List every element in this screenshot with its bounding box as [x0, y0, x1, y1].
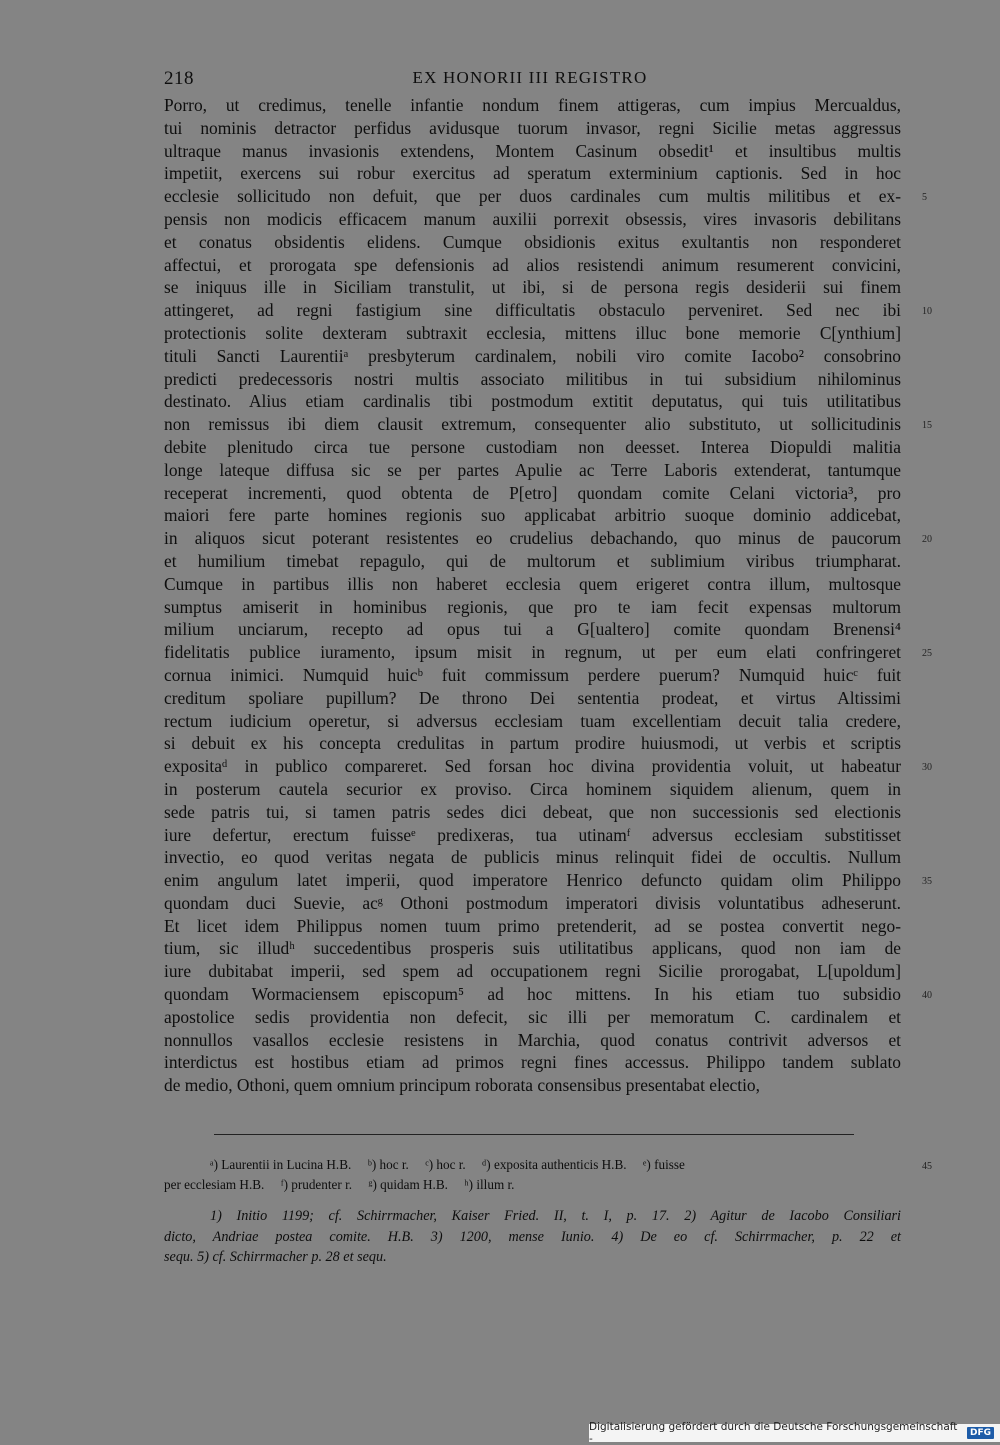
critical-apparatus — [164, 1155, 901, 1195]
text-line: Cumque in partibus illis non haberet ecclesia quem erigeret contra illum, multosque — [164, 573, 901, 594]
margin-line-number: 35 — [922, 876, 932, 888]
margin-line-number: 45 — [922, 1161, 932, 1172]
margin-line-number: 30 — [922, 762, 932, 774]
margin-line-number: 10 — [922, 306, 932, 318]
text-line: iure defertur, erectum fuisseᵉ predixeras, tua utinamᶠ adversus ecclesiam substitisset — [164, 824, 901, 845]
text-line: maiori fere parte homines regionis suo applicabat arbitrio suoque dominio addicebat, — [164, 505, 901, 526]
margin-line-number: 25 — [922, 648, 932, 660]
text-line: et humilium timebat repagulo, qui de multorum et sublimium viribus triumpharat. — [164, 550, 901, 571]
text-line: quondam duci Suevie, acᵍ Othoni postmodum imperatori divisis voluntatibus adheserunt. — [164, 892, 901, 913]
text-line: iure dubitabat imperii, sed spem ad occupationem regni Sicilie prorogabat, L[upoldum] — [164, 961, 901, 982]
commentary-line: dicto, Andriae postea comite. H.B. 3) 1200, mense Iunio. 4) De eo cf. Schirrmacher, p. 22 et — [164, 1228, 901, 1245]
margin-line-number: 15 — [922, 420, 932, 432]
text-line: sede patris tui, si tamen patris sedes dici debeat, que non successionis sed electionis — [164, 801, 901, 822]
text-line: ecclesie sollicitudo non defuit, que per duos cardinales cum multis militibus et ex- — [164, 186, 901, 207]
text-line: creditum spoliare pupillum? De throno Dei sententia prodeat, et virtus Altissimi — [164, 687, 901, 708]
margin-line-number: 5 — [922, 192, 927, 204]
text-line: se iniquus ille in Siciliam transtulit, ut ibi, si de persona regis desiderii sui finem — [164, 277, 901, 298]
text-line: invectio, eo quod veritas negata de publicis minus relinquit fidei de occultis. Nullum — [164, 847, 901, 868]
text-line: nonnullos vasallos ecclesie resistens in Marchia, quod conatus contrivit adversos et — [164, 1029, 901, 1050]
running-title: EX HONORII III REGISTRO — [412, 68, 648, 87]
text-line: cornua inimici. Numquid huicᵇ fuit commissum perdere puerum? Numquid huicᶜ fuit — [164, 664, 901, 685]
text-line: quondam Wormaciensem episcopum⁵ ad hoc mittens. In his etiam tuo subsidio — [164, 984, 901, 1005]
text-line: tui nominis detractor perfidus avidusque tuorum invasor, regni Sicilie metas aggressus — [164, 117, 901, 138]
margin-line-number: 20 — [922, 534, 932, 546]
text-line: attingeret, ad regni fastigium sine difficultatis obstaculo perveniret. Sed nec ibi — [164, 300, 901, 321]
text-line: et conatus obsidentis elidens. Cumque obsidionis exitus exultantis non responderet — [164, 231, 901, 252]
text-line: in aliquos sicut poterant resistentes eo crudelius debachando, quo minus de paucorum — [164, 528, 901, 549]
text-line: non remissus ibi diem clausit extremum, consequenter alio substituto, ut sollicitudinis — [164, 414, 901, 435]
text-line: ultraque manus invasionis extendens, Montem Casinum obsedit¹ et insultibus multis — [164, 140, 901, 161]
dfg-logo: DFG — [967, 1427, 994, 1439]
text-line: apostolice sedis providentia non defecit, sic illi per memoratum C. cardinalem et — [164, 1006, 901, 1027]
text-line: affectui, et prorogata spe defensionis ad alios resistendi animum resumerent convicini, — [164, 254, 901, 275]
commentary-footnotes — [164, 1206, 901, 1268]
text-line: rectum iudicium operetur, si adversus ecclesiam tuam excellentiam decuit talia credere, — [164, 710, 901, 731]
main-text-block — [164, 94, 901, 1097]
footnote-separator-rule — [214, 1134, 854, 1135]
text-line: tium, sic illudʰ succedentibus prosperis suis utilitatibus applicans, quod non iam de — [164, 938, 901, 959]
text-line: sumptus amiserit in hominibus regionis, que pro te iam fecit expensas multorum — [164, 596, 901, 617]
text-line: si debuit ex his concepta credulitas in partum prodire huiusmodi, ut verbis et scriptis — [164, 733, 901, 754]
text-line: tituli Sancti Laurentiiᵃ presbyterum cardinalem, nobili viro comite Iacobo² consobrino — [164, 345, 901, 366]
text-line: interdictus est hostibus etiam ad primos regni fines accessus. Philippo tandem sublato — [164, 1052, 901, 1073]
text-line: in posterum cautela securior ex proviso. Circa hominem siquidem alienum, quem in — [164, 778, 901, 799]
apparatus-line: per ecclesiam H.B. ᶠ) prudenter r. ᵍ) quidam H.B. ʰ) illum r. — [164, 1177, 515, 1192]
text-line: de medio, Othoni, quem omnium principum roborata consensibus presentabat electio, — [164, 1075, 760, 1096]
text-line: predicti predecessoris nostri multis associato militibus in tui subsidium nihilominus — [164, 368, 901, 389]
text-line: Porro, ut credimus, tenelle infantie nondum finem attigeras, cum impius Mercualdus, — [164, 95, 901, 115]
text-line: protectionis solite dexteram subtraxit ecclesia, mittens illuc bone memorie C[ynthium] — [164, 322, 901, 343]
text-line: milium unciarum, recepto ad opus tui a G[ualtero] comite quondam Brenensi⁴ — [164, 619, 901, 640]
commentary-line: sequ. 5) cf. Schirrmacher p. 28 et sequ. — [164, 1249, 387, 1265]
margin-line-number: 40 — [922, 990, 932, 1002]
text-line: pensis non modicis efficacem manum auxilii porrexit obsessis, vires invasoris debilitans — [164, 208, 901, 229]
text-line: destinato. Alius etiam cardinalis tibi postmodum extitit deputatus, qui tuis utilitatibus — [164, 391, 901, 412]
text-line: receperat incrementi, quod obtenta de P[etro] quondam comite Celani victoria³, pro — [164, 482, 901, 503]
text-line: longe lateque diffusa sic se per partes Apulie ac Terre Laboris extenderat, tantumque — [164, 459, 901, 480]
text-line: enim angulum latet imperii, quod imperatore Henrico defuncto quidam olim Philippo — [164, 870, 901, 891]
funding-note: Digitalisierung gefördert durch die Deutsche Forschungsgemeinschaft - — [589, 1421, 958, 1445]
text-line: impetiit, exercens sui robur exercitus ad speratum exterminium captionis. Sed in hoc — [164, 163, 901, 184]
text-line: debite plenitudo circa tue persone custodiam non deesset. Interea Diopuldi malitia — [164, 436, 901, 457]
page-number: 218 — [164, 68, 194, 89]
text-line: Et licet idem Philippus nomen tuum primo pretenderit, ad se postea convertit nego- — [164, 915, 901, 936]
apparatus-line: ᵃ) Laurentii in Lucina H.B. ᵇ) hoc r. ᶜ) hoc r. ᵈ) exposita authenticis H.B. ᵉ) fuisse — [210, 1157, 685, 1172]
text-line: expositaᵈ in publico compareret. Sed forsan hoc divina providentia voluit, ut habeatur — [164, 756, 901, 777]
text-line: fidelitatis publice iuramento, ipsum misit in regnum, ut per eum elati confringeret — [164, 642, 901, 663]
commentary-line: 1) Initio 1199; cf. Schirrmacher, Kaiser Fried. II, t. I, p. 17. 2) Agitur de Iacobo Consiliari — [210, 1208, 901, 1224]
funding-footer-bar — [589, 1421, 1000, 1445]
